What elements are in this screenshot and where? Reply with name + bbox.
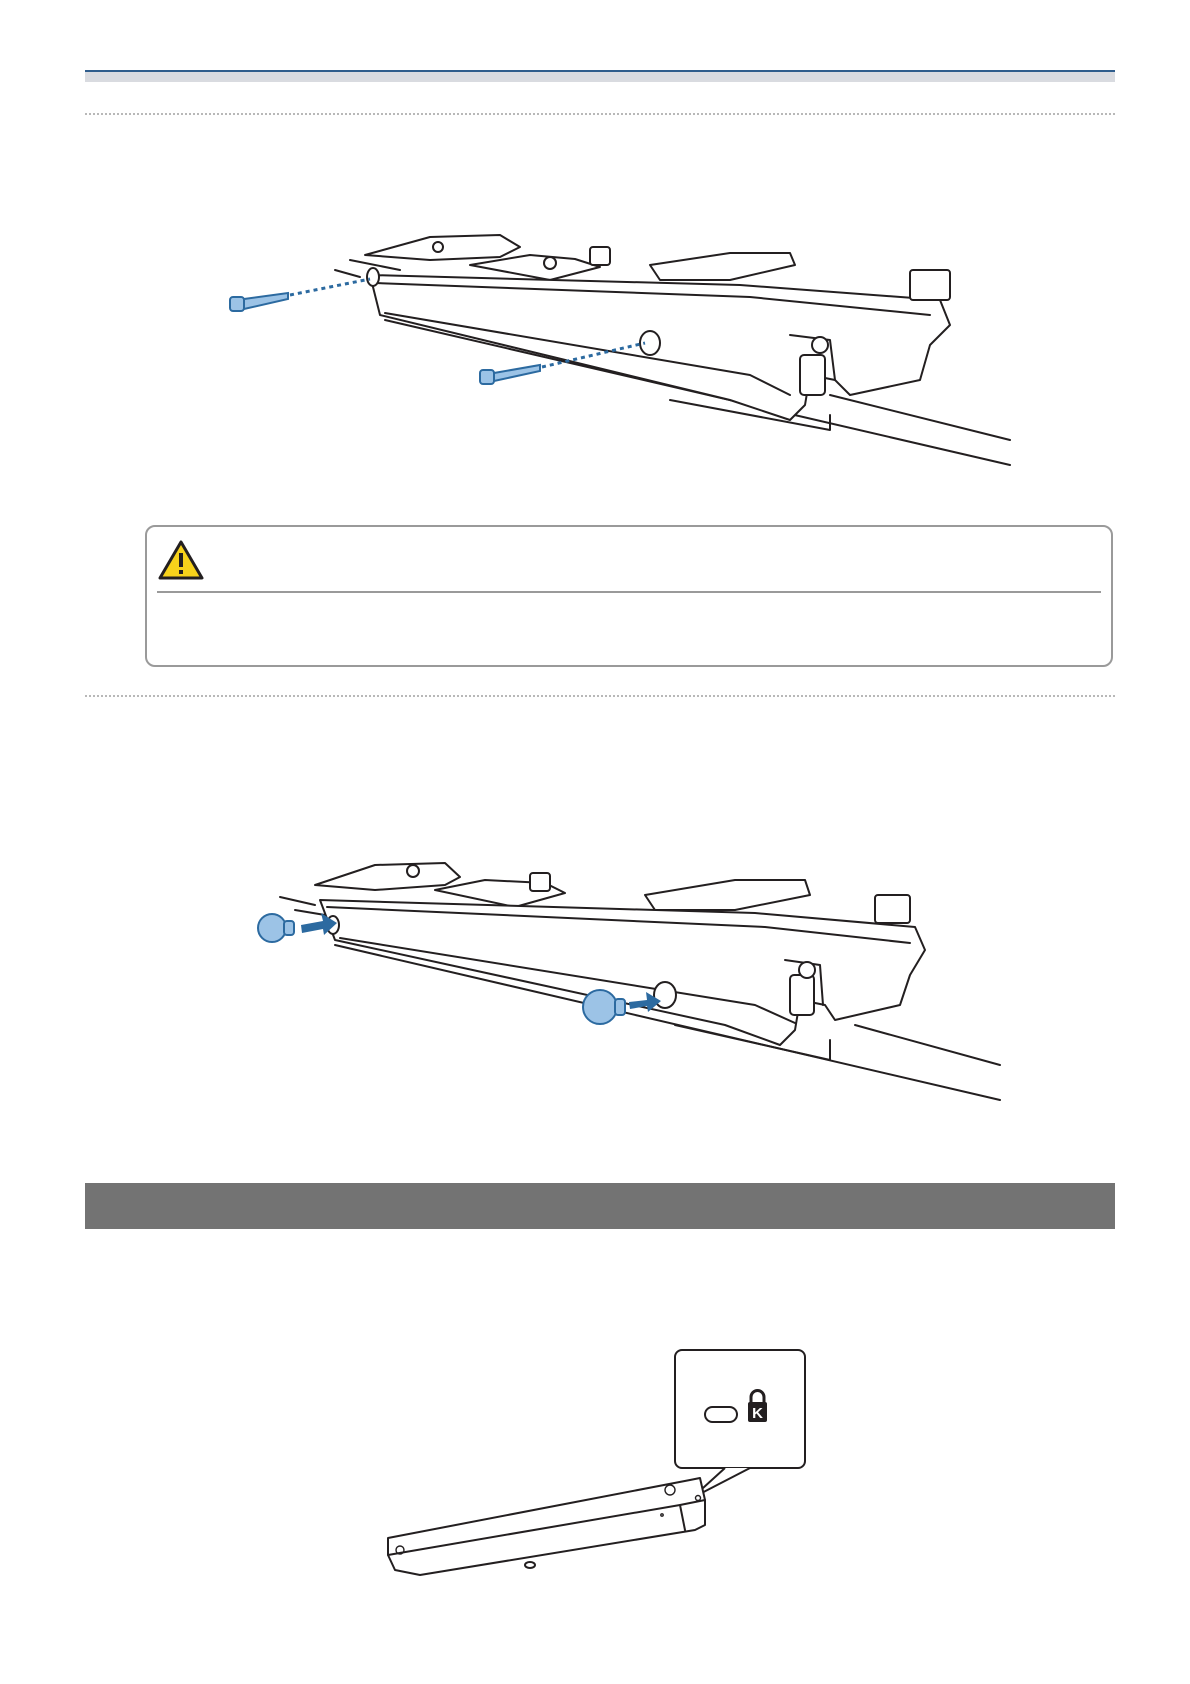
warning-triangle-icon [157, 539, 205, 581]
bracket-caps-illustration [255, 835, 1015, 1105]
header-rule [85, 70, 1115, 82]
step-divider [85, 113, 1115, 115]
cap [583, 990, 617, 1024]
caution-box [145, 525, 1113, 667]
svg-text:K: K [752, 1405, 763, 1422]
section-header [85, 1183, 1115, 1229]
caution-divider [157, 591, 1101, 593]
cap [258, 914, 286, 942]
screw-head [230, 297, 244, 311]
step-divider [85, 695, 1115, 697]
bracket-screw-illustration [230, 225, 1030, 475]
security-slot-illustration [380, 1350, 820, 1590]
screw-head [480, 370, 494, 384]
security-slot [705, 1407, 737, 1422]
callout-box [675, 1350, 805, 1468]
